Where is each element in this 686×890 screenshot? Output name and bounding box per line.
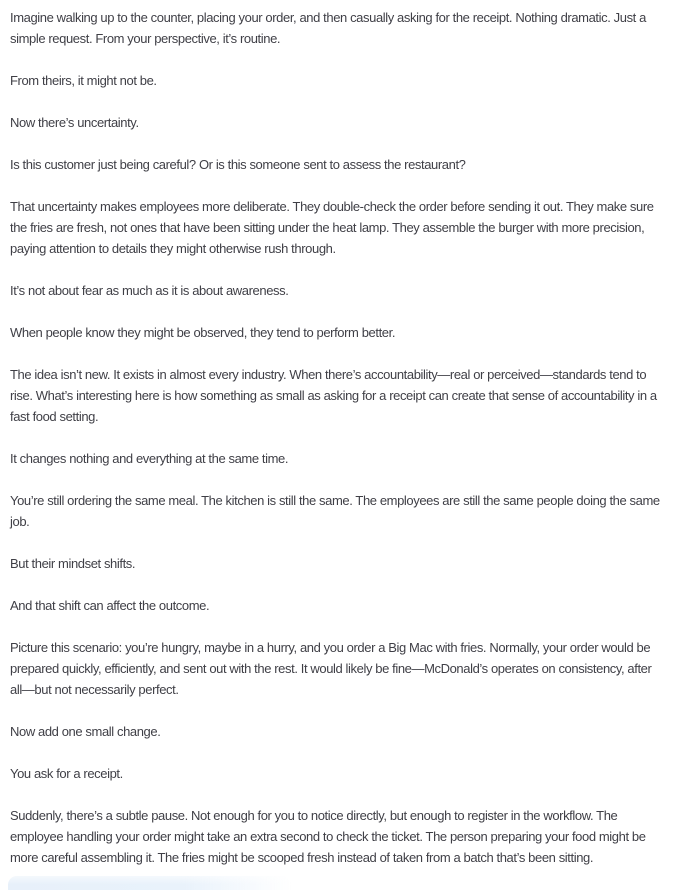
paragraph: Picture this scenario: you’re hungry, maybe in a hurry, and you order a Big Mac with fries. Normally, your order would be prepared quickly, efficiently, and sent out with the rest. It would likely be fine—McDonald’s operates on consistency, after all—but not necessarily perfect. (10, 640, 652, 697)
paragraph: Now add one small change. (10, 724, 161, 739)
paragraph: Suddenly, there’s a subtle pause. Not enough for you to notice directly, but enough to register in the workflow. The employee handling your order might take an extra second to check the ticket. The person preparing your food might be more careful assembling it. The fries might be scooped fresh instead of taken from a batch that’s been sitting. (10, 808, 646, 865)
paragraph: When people know they might be observed, they tend to perform better. (10, 325, 396, 340)
paragraph: Imagine walking up to the counter, placing your order, and then casually asking for the receipt. Nothing dramatic. Just a simple request. From your perspective, it’s routine. (10, 10, 646, 46)
paragraph: From theirs, it might not be. (10, 73, 157, 88)
paragraph: You ask for a receipt. (10, 766, 123, 781)
paragraph: But their mindset shifts. (10, 556, 136, 571)
paragraph: The idea isn’t new. It exists in almost every industry. When there’s accountability—real or perceived—standards tend to rise. What’s interesting here is how something as small as asking for a receipt can create that sense of accountability in a fast food setting. (10, 367, 657, 424)
paragraph: That uncertainty makes employees more deliberate. They double-check the order before sending it out. They make sure the fries are fresh, not ones that have been sitting under the heat lamp. They assemble the burger with more precision, paying attention to details they might otherwise rush through. (10, 199, 654, 256)
paragraph: It changes nothing and everything at the same time. (10, 451, 289, 466)
paragraph: And that shift can affect the outcome. (10, 598, 210, 613)
bottom-highlight-bar (8, 876, 291, 890)
paragraph: Now there’s uncertainty. (10, 115, 139, 130)
paragraph: Is this customer just being careful? Or is this someone sent to assess the restaurant? (10, 157, 466, 172)
paragraph: You’re still ordering the same meal. The kitchen is still the same. The employees are still the same people doing the same job. (10, 493, 660, 529)
paragraph: It’s not about fear as much as it is about awareness. (10, 283, 289, 298)
